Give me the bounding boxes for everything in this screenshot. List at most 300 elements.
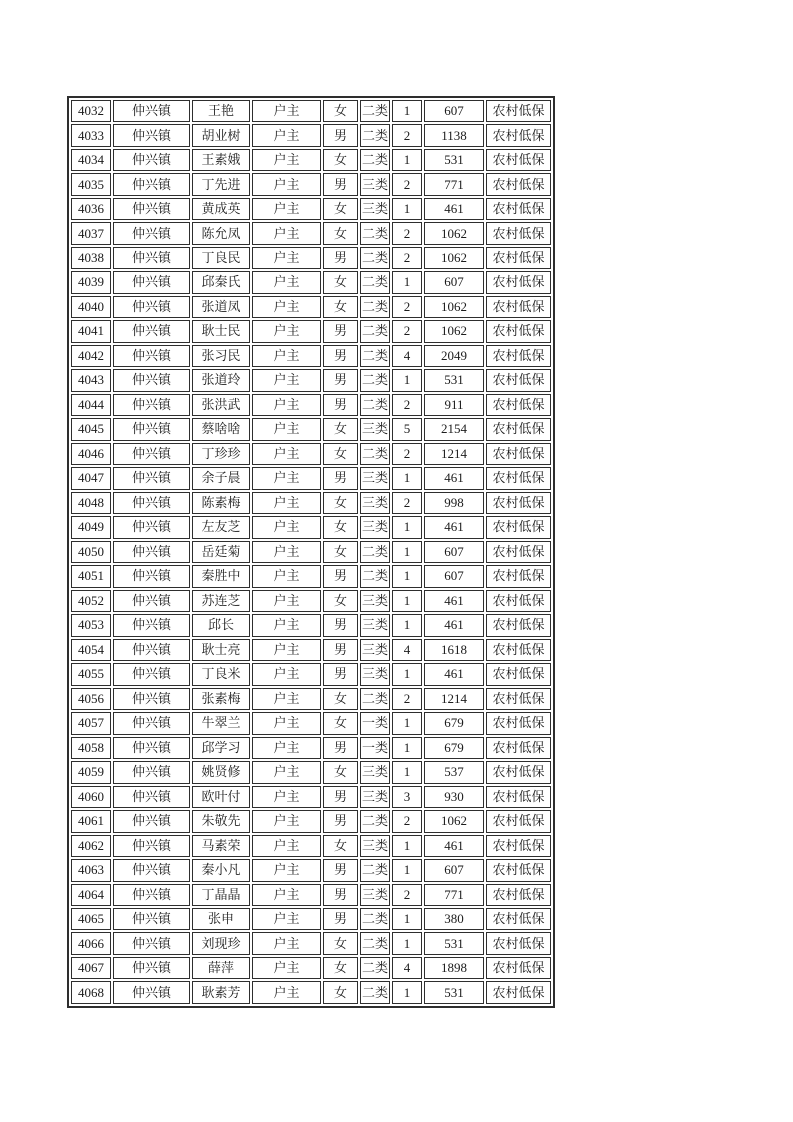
table-cell-record_id: 4048 [71,492,111,514]
table-cell-household_count: 4 [392,639,422,661]
table-cell-household_count: 1 [392,198,422,220]
table-cell-record_id: 4046 [71,443,111,465]
table-cell-relation: 户主 [252,688,321,710]
table-row [71,981,551,1004]
table-cell-category: 二类 [360,247,390,269]
table-cell-town: 仲兴镇 [113,492,190,514]
table-row [71,271,551,293]
table-cell-town: 仲兴镇 [113,296,190,318]
table-cell-name: 蔡啥啥 [192,418,250,440]
table-cell-relation: 户主 [252,932,321,954]
table-cell-household_count: 1 [392,932,422,954]
table-row [71,222,551,244]
table-cell-household_count: 1 [392,614,422,636]
table-cell-welfare_type: 农村低保 [486,810,551,832]
table-cell-welfare_type: 农村低保 [486,271,551,293]
table-cell-amount: 679 [424,737,484,759]
table-cell-household_count: 1 [392,100,422,122]
table-cell-household_count: 1 [392,516,422,538]
table-cell-category: 二类 [360,394,390,416]
table-cell-household_count: 1 [392,908,422,930]
table-cell-category: 一类 [360,712,390,734]
table-cell-relation: 户主 [252,590,321,612]
table-cell-category: 三类 [360,639,390,661]
table-row [71,516,551,538]
table-cell-name: 陈允凤 [192,222,250,244]
table-cell-amount: 531 [424,369,484,391]
table-cell-household_count: 2 [392,222,422,244]
table-row [71,859,551,881]
table-cell-category: 三类 [360,835,390,857]
table-row [71,492,551,514]
table-cell-name: 丁珍珍 [192,443,250,465]
table-cell-welfare_type: 农村低保 [486,443,551,465]
table-cell-household_count: 2 [392,320,422,342]
table-cell-amount: 461 [424,516,484,538]
table-cell-household_count: 2 [392,443,422,465]
table-cell-amount: 607 [424,859,484,881]
table-row [71,467,551,489]
table-cell-town: 仲兴镇 [113,712,190,734]
table-cell-relation: 户主 [252,786,321,808]
table-cell-record_id: 4051 [71,565,111,587]
table-row [71,761,551,783]
table-cell-welfare_type: 农村低保 [486,296,551,318]
table-cell-household_count: 2 [392,394,422,416]
table-cell-record_id: 4055 [71,663,111,685]
table-cell-welfare_type: 农村低保 [486,835,551,857]
table-cell-welfare_type: 农村低保 [486,981,551,1004]
table-row [71,124,551,146]
table-cell-welfare_type: 农村低保 [486,222,551,244]
table-cell-gender: 女 [323,516,358,538]
table-cell-amount: 461 [424,663,484,685]
table-row [71,590,551,612]
table-cell-welfare_type: 农村低保 [486,467,551,489]
table-cell-gender: 男 [323,639,358,661]
table-cell-relation: 户主 [252,467,321,489]
table-cell-amount: 531 [424,932,484,954]
table-cell-welfare_type: 农村低保 [486,614,551,636]
table-cell-welfare_type: 农村低保 [486,786,551,808]
table-cell-town: 仲兴镇 [113,394,190,416]
table-cell-gender: 男 [323,810,358,832]
table-cell-name: 邱秦氏 [192,271,250,293]
table-cell-gender: 男 [323,614,358,636]
table-cell-name: 苏连芝 [192,590,250,612]
table-cell-record_id: 4058 [71,737,111,759]
table-cell-amount: 2154 [424,418,484,440]
table-cell-gender: 女 [323,541,358,563]
table-cell-gender: 女 [323,688,358,710]
table-cell-name: 丁良米 [192,663,250,685]
table-cell-category: 三类 [360,467,390,489]
table-cell-welfare_type: 农村低保 [486,761,551,783]
table-cell-town: 仲兴镇 [113,247,190,269]
table-cell-category: 三类 [360,198,390,220]
table-cell-relation: 户主 [252,737,321,759]
table-cell-welfare_type: 农村低保 [486,737,551,759]
table-cell-welfare_type: 农村低保 [486,149,551,171]
table-cell-name: 秦小凡 [192,859,250,881]
table-cell-relation: 户主 [252,859,321,881]
table-cell-amount: 461 [424,835,484,857]
table-cell-record_id: 4057 [71,712,111,734]
table-cell-record_id: 4049 [71,516,111,538]
table-cell-gender: 女 [323,222,358,244]
table-cell-relation: 户主 [252,173,321,195]
table-cell-category: 二类 [360,149,390,171]
table-cell-record_id: 4066 [71,932,111,954]
table-cell-name: 王素娥 [192,149,250,171]
table-cell-record_id: 4059 [71,761,111,783]
table-row [71,100,551,122]
table-cell-relation: 户主 [252,541,321,563]
table-cell-household_count: 2 [392,884,422,906]
table-cell-record_id: 4047 [71,467,111,489]
table-cell-welfare_type: 农村低保 [486,100,551,122]
table-cell-household_count: 1 [392,565,422,587]
table-row [71,541,551,563]
table-cell-town: 仲兴镇 [113,320,190,342]
table-cell-welfare_type: 农村低保 [486,688,551,710]
table-row [71,663,551,685]
table-cell-record_id: 4065 [71,908,111,930]
table-cell-gender: 男 [323,908,358,930]
table-cell-welfare_type: 农村低保 [486,932,551,954]
table-cell-name: 秦胜中 [192,565,250,587]
table-cell-gender: 男 [323,124,358,146]
table-cell-record_id: 4062 [71,835,111,857]
table-cell-welfare_type: 农村低保 [486,173,551,195]
table-row [71,932,551,954]
table-cell-town: 仲兴镇 [113,418,190,440]
table-cell-relation: 户主 [252,369,321,391]
table-cell-household_count: 2 [392,296,422,318]
table-cell-relation: 户主 [252,345,321,367]
table-cell-category: 一类 [360,737,390,759]
table-cell-category: 二类 [360,320,390,342]
table-cell-amount: 461 [424,467,484,489]
table-cell-amount: 998 [424,492,484,514]
table-cell-household_count: 2 [392,124,422,146]
table-cell-relation: 户主 [252,957,321,979]
table-cell-household_count: 1 [392,663,422,685]
table-row [71,247,551,269]
table-cell-amount: 461 [424,198,484,220]
table-cell-gender: 女 [323,443,358,465]
table-cell-name: 欧叶付 [192,786,250,808]
table-cell-category: 二类 [360,100,390,122]
table-cell-relation: 户主 [252,124,321,146]
table-cell-household_count: 1 [392,835,422,857]
table-cell-town: 仲兴镇 [113,614,190,636]
table-cell-town: 仲兴镇 [113,761,190,783]
table-row [71,688,551,710]
table-cell-category: 三类 [360,786,390,808]
table-cell-category: 三类 [360,516,390,538]
table-cell-name: 张洪武 [192,394,250,416]
table-cell-amount: 461 [424,590,484,612]
table-cell-category: 二类 [360,859,390,881]
table-cell-town: 仲兴镇 [113,859,190,881]
table-cell-town: 仲兴镇 [113,541,190,563]
table-cell-category: 二类 [360,932,390,954]
table-cell-relation: 户主 [252,149,321,171]
table-cell-town: 仲兴镇 [113,639,190,661]
table-cell-name: 薛萍 [192,957,250,979]
table-cell-record_id: 4050 [71,541,111,563]
table-cell-gender: 女 [323,981,358,1004]
table-cell-town: 仲兴镇 [113,810,190,832]
table-cell-town: 仲兴镇 [113,443,190,465]
table-cell-category: 二类 [360,908,390,930]
table-cell-gender: 男 [323,859,358,881]
table-cell-town: 仲兴镇 [113,271,190,293]
table-cell-relation: 户主 [252,271,321,293]
table-cell-category: 二类 [360,957,390,979]
table-cell-name: 邱长 [192,614,250,636]
table-cell-welfare_type: 农村低保 [486,320,551,342]
table-cell-name: 张申 [192,908,250,930]
table-cell-town: 仲兴镇 [113,908,190,930]
table-cell-amount: 1062 [424,247,484,269]
table-cell-name: 王艳 [192,100,250,122]
table-cell-category: 二类 [360,345,390,367]
table-cell-relation: 户主 [252,981,321,1004]
table-cell-record_id: 4036 [71,198,111,220]
table-cell-category: 二类 [360,443,390,465]
table-cell-amount: 461 [424,614,484,636]
table-row [71,173,551,195]
table-cell-gender: 女 [323,271,358,293]
table-cell-record_id: 4035 [71,173,111,195]
table-cell-gender: 男 [323,467,358,489]
table-cell-welfare_type: 农村低保 [486,908,551,930]
table-cell-welfare_type: 农村低保 [486,712,551,734]
table-cell-household_count: 1 [392,712,422,734]
table-cell-amount: 607 [424,271,484,293]
table-cell-record_id: 4052 [71,590,111,612]
table-cell-record_id: 4064 [71,884,111,906]
table-cell-category: 二类 [360,565,390,587]
table-cell-gender: 男 [323,884,358,906]
table-cell-town: 仲兴镇 [113,369,190,391]
table-row [71,369,551,391]
table-cell-relation: 户主 [252,443,321,465]
table-cell-relation: 户主 [252,884,321,906]
table-cell-welfare_type: 农村低保 [486,418,551,440]
table-cell-record_id: 4037 [71,222,111,244]
table-cell-category: 二类 [360,222,390,244]
table-cell-category: 三类 [360,590,390,612]
table-cell-welfare_type: 农村低保 [486,124,551,146]
table-cell-record_id: 4053 [71,614,111,636]
table-cell-amount: 1138 [424,124,484,146]
table-cell-category: 三类 [360,761,390,783]
table-cell-household_count: 1 [392,761,422,783]
table-cell-town: 仲兴镇 [113,884,190,906]
table-row [71,957,551,979]
table-cell-category: 二类 [360,981,390,1004]
table-cell-household_count: 2 [392,492,422,514]
table-cell-relation: 户主 [252,198,321,220]
table-cell-gender: 男 [323,320,358,342]
table-cell-name: 黄成英 [192,198,250,220]
table-cell-amount: 911 [424,394,484,416]
table-cell-gender: 男 [323,369,358,391]
table-cell-record_id: 4044 [71,394,111,416]
table-cell-gender: 男 [323,394,358,416]
table-cell-name: 岳廷菊 [192,541,250,563]
table-cell-town: 仲兴镇 [113,100,190,122]
table-cell-amount: 380 [424,908,484,930]
table-cell-amount: 1618 [424,639,484,661]
table-cell-town: 仲兴镇 [113,786,190,808]
table-cell-amount: 771 [424,884,484,906]
table-cell-name: 耿士亮 [192,639,250,661]
table-cell-town: 仲兴镇 [113,345,190,367]
table-cell-relation: 户主 [252,492,321,514]
table-cell-amount: 531 [424,981,484,1004]
table-cell-gender: 男 [323,247,358,269]
table-cell-category: 二类 [360,124,390,146]
table-row [71,149,551,171]
table-cell-relation: 户主 [252,614,321,636]
table-cell-amount: 679 [424,712,484,734]
table-cell-town: 仲兴镇 [113,516,190,538]
table-cell-name: 胡业树 [192,124,250,146]
table-cell-name: 姚贤修 [192,761,250,783]
table-cell-name: 耿素芳 [192,981,250,1004]
table-row [71,565,551,587]
table-cell-household_count: 1 [392,541,422,563]
table-row [71,810,551,832]
table-cell-name: 左友芝 [192,516,250,538]
table-row [71,884,551,906]
table-cell-household_count: 1 [392,467,422,489]
table-cell-gender: 女 [323,100,358,122]
table-cell-welfare_type: 农村低保 [486,492,551,514]
table-cell-name: 耿士民 [192,320,250,342]
table-cell-gender: 女 [323,835,358,857]
table-cell-name: 刘现珍 [192,932,250,954]
table-cell-record_id: 4068 [71,981,111,1004]
table-cell-amount: 930 [424,786,484,808]
table-cell-gender: 男 [323,173,358,195]
table-cell-category: 三类 [360,492,390,514]
table-row [71,418,551,440]
table-cell-town: 仲兴镇 [113,957,190,979]
table-cell-town: 仲兴镇 [113,932,190,954]
table-cell-relation: 户主 [252,296,321,318]
table-cell-record_id: 4032 [71,100,111,122]
table-cell-category: 三类 [360,173,390,195]
table-cell-record_id: 4038 [71,247,111,269]
table-cell-gender: 男 [323,786,358,808]
table-cell-welfare_type: 农村低保 [486,859,551,881]
table-cell-household_count: 2 [392,688,422,710]
table-cell-household_count: 1 [392,981,422,1004]
table-cell-gender: 女 [323,296,358,318]
table-cell-record_id: 4042 [71,345,111,367]
table-row [71,443,551,465]
table-cell-gender: 女 [323,761,358,783]
table-row [71,712,551,734]
table-cell-relation: 户主 [252,222,321,244]
table-cell-welfare_type: 农村低保 [486,198,551,220]
table-cell-amount: 1062 [424,222,484,244]
table-cell-household_count: 1 [392,271,422,293]
table-cell-gender: 女 [323,418,358,440]
table-cell-household_count: 1 [392,859,422,881]
table-cell-household_count: 3 [392,786,422,808]
table-cell-amount: 1062 [424,296,484,318]
table-cell-gender: 女 [323,149,358,171]
table-cell-record_id: 4045 [71,418,111,440]
table-cell-welfare_type: 农村低保 [486,957,551,979]
table-cell-household_count: 4 [392,345,422,367]
table-cell-relation: 户主 [252,320,321,342]
table-cell-amount: 1062 [424,320,484,342]
table-cell-relation: 户主 [252,663,321,685]
table-cell-name: 张道凤 [192,296,250,318]
table-cell-household_count: 2 [392,247,422,269]
table-cell-welfare_type: 农村低保 [486,369,551,391]
table-cell-category: 二类 [360,688,390,710]
table-cell-name: 余子晨 [192,467,250,489]
table-cell-household_count: 5 [392,418,422,440]
table-cell-town: 仲兴镇 [113,222,190,244]
table-cell-name: 朱敬先 [192,810,250,832]
table-cell-town: 仲兴镇 [113,565,190,587]
table-row [71,394,551,416]
table-cell-welfare_type: 农村低保 [486,884,551,906]
table-cell-record_id: 4039 [71,271,111,293]
table-cell-relation: 户主 [252,908,321,930]
table-cell-amount: 607 [424,541,484,563]
table-cell-name: 张习民 [192,345,250,367]
table-cell-category: 三类 [360,614,390,636]
table-cell-town: 仲兴镇 [113,173,190,195]
table-cell-relation: 户主 [252,394,321,416]
table-row [71,296,551,318]
table-cell-welfare_type: 农村低保 [486,247,551,269]
table-cell-amount: 607 [424,565,484,587]
table-cell-welfare_type: 农村低保 [486,516,551,538]
table-cell-gender: 女 [323,198,358,220]
table-cell-category: 三类 [360,884,390,906]
table-cell-record_id: 4061 [71,810,111,832]
table-cell-category: 二类 [360,541,390,563]
table-row [71,737,551,759]
table-cell-amount: 607 [424,100,484,122]
table-row [71,786,551,808]
table-cell-town: 仲兴镇 [113,737,190,759]
table-cell-gender: 女 [323,957,358,979]
table-cell-relation: 户主 [252,247,321,269]
table-cell-town: 仲兴镇 [113,149,190,171]
table-cell-welfare_type: 农村低保 [486,394,551,416]
table-cell-amount: 1214 [424,688,484,710]
table-cell-gender: 男 [323,345,358,367]
table-cell-town: 仲兴镇 [113,590,190,612]
table-cell-relation: 户主 [252,565,321,587]
table-cell-category: 三类 [360,418,390,440]
table-row [71,614,551,636]
table-cell-record_id: 4056 [71,688,111,710]
table-cell-name: 张素梅 [192,688,250,710]
